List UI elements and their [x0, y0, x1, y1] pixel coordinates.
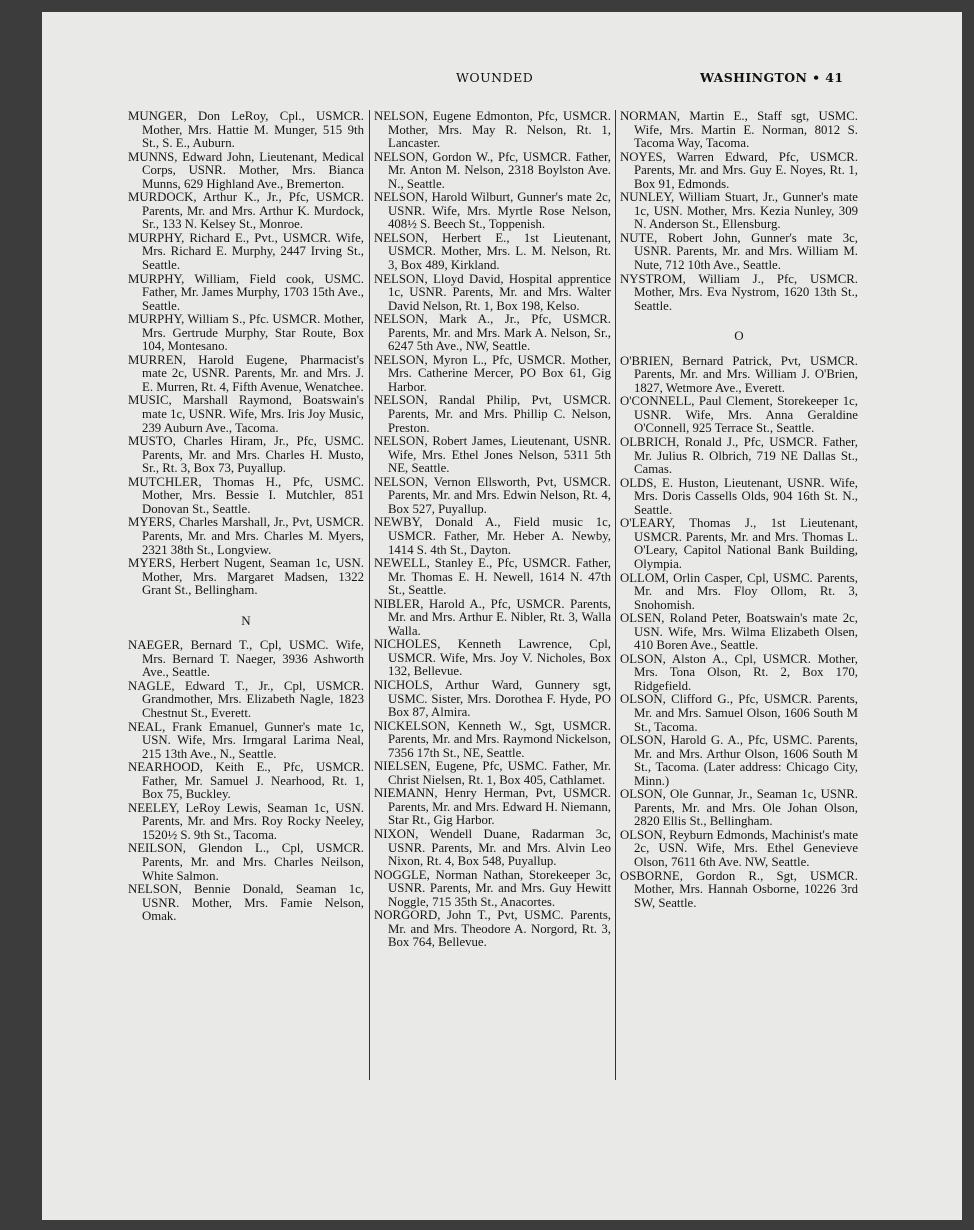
column-2 — [374, 110, 611, 950]
column-3 — [620, 110, 858, 910]
casualty-entry: OLSON, Ole Gunnar, Jr., Seaman 1c, USNR. Parents, Mr. and Mrs. Ole Johan Olson, 2820 Ellis St., Bellingham. — [620, 787, 858, 829]
casualty-entry: OLSON, Alston A., Cpl, USMCR. Mother, Mrs. Tona Olson, Rt. 2, Box 170, Ridgefield. — [620, 651, 858, 693]
casualty-entry: NYSTROM, William J., Pfc, USMCR. Mother, Mrs. Eva Nystrom, 1620 13th St., Seattle. — [620, 271, 858, 313]
casualty-entry: NUTE, Robert John, Gunner's mate 3c, USNR. Parents, Mr. and Mrs. William M. Nute, 712 10th Ave., Seattle. — [620, 230, 858, 273]
casualty-entry: NEARHOOD, Keith E., Pfc, USMCR. Father, Mr. Samuel J. Nearhood, Rt. 1, Box 75, Buckley. — [128, 760, 364, 802]
casualty-entry: NORGORD, John T., Pvt, USMC. Parents, Mr. and Mrs. Theodore A. Norgord, Rt. 3, Box 764, Bellevue. — [374, 908, 611, 950]
casualty-entry: NELSON, Bennie Donald, Seaman 1c, USNR. Mother, Mrs. Famie Nelson, Omak. — [128, 882, 364, 924]
casualty-entry: OLBRICH, Ronald J., Pfc, USMCR. Father, Mr. Julius R. Olbrich, 719 NE Dallas St., Camas. — [620, 435, 858, 477]
casualty-entry: NELSON, Vernon Ellsworth, Pvt, USMCR. Parents, Mr. and Mrs. Edwin Nelson, Rt. 4, Box 527, Puyallup. — [374, 474, 611, 516]
casualty-entry: OLLOM, Orlin Casper, Cpl, USMC. Parents, Mr. and Mrs. Floy Ollom, Rt. 3, Snohomish. — [620, 570, 858, 612]
casualty-entry: O'CONNELL, Paul Clement, Storekeeper 1c, USNR. Wife, Mrs. Anna Geraldine O'Connell, 925 Terrace St., Seattle. — [620, 394, 858, 436]
casualty-entry: MYERS, Charles Marshall, Jr., Pvt, USMCR. Parents, Mr. and Mrs. Charles M. Myers, 2321 38th St., Longview. — [128, 515, 364, 557]
casualty-entry: NIEMANN, Henry Herman, Pvt, USMCR. Parents, Mr. and Mrs. Edward H. Niemann, Star Rt., Gig Harbor. — [374, 786, 611, 828]
casualty-entry: MUSIC, Marshall Raymond, Boatswain's mate 1c, USNR. Wife, Mrs. Iris Joy Music, 239 Auburn Ave., Tacoma. — [128, 393, 364, 435]
casualty-entry: NELSON, Eugene Edmonton, Pfc, USMCR. Mother, Mrs. May R. Nelson, Rt. 1, Lancaster. — [374, 109, 611, 151]
casualty-entry: NELSON, Robert James, Lieutenant, USNR. Wife, Mrs. Ethel Jones Nelson, 5311 5th NE, Seattle. — [374, 434, 611, 476]
casualty-entry: OLDS, E. Huston, Lieutenant, USNR. Wife, Mrs. Doris Cassells Olds, 904 16th St. N., Seattle. — [620, 475, 858, 517]
casualty-entry: NICHOLS, Arthur Ward, Gunnery sgt, USMC. Sister, Mrs. Dorothea F. Hyde, PO Box 87, Almira. — [374, 677, 611, 720]
casualty-entry: NAGLE, Edward T., Jr., Cpl, USMCR. Grandmother, Mrs. Elizabeth Nagle, 1823 Chestnut St., Everett. — [128, 678, 364, 720]
casualty-entry: NAEGER, Bernard T., Cpl, USMC. Wife, Mrs. Bernard T. Naeger, 3936 Ashworth Ave., Seattle. — [128, 638, 364, 680]
casualty-entry: NEWBY, Donald A., Field music 1c, USMCR. Father, Mr. Heber A. Newby, 1414 S. 4th St., Dayton. — [374, 515, 611, 557]
running-header-section: WOUNDED — [456, 70, 534, 85]
casualty-entry: MURPHY, William S., Pfc. USMCR. Mother, Mrs. Gertrude Murphy, Star Route, Box 104, Montesano. — [128, 312, 364, 354]
casualty-entry: MUSTO, Charles Hiram, Jr., Pfc, USMC. Parents, Mr. and Mrs. Charles H. Musto, Sr., Rt. 3, Box 73, Puyallup. — [128, 434, 364, 476]
running-header-page: WASHINGTON • 41 — [700, 70, 844, 85]
casualty-entry: NELSON, Myron L., Pfc, USMCR. Mother, Mrs. Catherine Mercer, PO Box 61, Gig Harbor. — [374, 352, 611, 394]
casualty-entry: NOGGLE, Norman Nathan, Storekeeper 3c, USNR. Parents, Mr. and Mrs. Guy Hewitt Noggle, 715 35th St., Anacortes. — [374, 867, 611, 909]
casualty-entry: NIXON, Wendell Duane, Radarman 3c, USNR. Parents, Mr. and Mrs. Alvin Leo Nixon, Rt. 4, Box 548, Puyallup. — [374, 826, 611, 869]
casualty-entry: NUNLEY, William Stuart, Jr., Gunner's mate 1c, USN. Mother, Mrs. Kezia Nunley, 309 N. Anderson St., Ellensburg. — [620, 190, 858, 232]
casualty-entry: MURPHY, Richard E., Pvt., USMCR. Wife, Mrs. Richard E. Murphy, 2447 Irving St., Seattle. — [128, 230, 364, 273]
casualty-entry: NICHOLES, Kenneth Lawrence, Cpl, USMCR. Wife, Mrs. Joy V. Nicholes, Box 132, Bellevue. — [374, 637, 611, 679]
casualty-entry: NELSON, Lloyd David, Hospital apprentice 1c, USNR. Parents, Mr. and Mrs. Walter David Nelson, Rt. 1, Box 198, Kelso. — [374, 271, 611, 313]
casualty-entry: MURPHY, William, Field cook, USMC. Father, Mr. James Murphy, 1703 15th Ave., Seattle. — [128, 271, 364, 313]
casualty-entry: MUTCHLER, Thomas H., Pfc, USMC. Mother, Mrs. Bessie I. Mutchler, 851 Donovan St., Seattle. — [128, 474, 364, 516]
casualty-entry: NEAL, Frank Emanuel, Gunner's mate 1c, USN. Wife, Mrs. Irmgaral Larima Neal, 215 13th Ave., N., Seattle. — [128, 719, 364, 761]
casualty-entry: NELSON, Harold Wilburt, Gunner's mate 2c, USNR. Wife, Mrs. Myrtle Rose Nelson, 408½ S. Beech St., Toppenish. — [374, 190, 611, 232]
casualty-entry: NELSON, Gordon W., Pfc, USMCR. Father, Mr. Anton M. Nelson, 2318 Boylston Ave. N., Seattle. — [374, 149, 611, 191]
section-letter: N — [241, 612, 251, 628]
casualty-entry: NIELSEN, Eugene, Pfc, USMC. Father, Mr. Christ Nielsen, Rt. 1, Box 405, Cathlamet. — [374, 759, 611, 787]
casualty-entry: OLSON, Reyburn Edmonds, Machinist's mate 2c, USN. Wife, Mrs. Ethel Genevieve Olson, 7611 6th Ave. NW, Seattle. — [620, 827, 858, 869]
casualty-entry: MURDOCK, Arthur K., Jr., Pfc, USMCR. Parents, Mr. and Mrs. Arthur K. Murdock, Sr., 133 N. Kelsey St., Monroe. — [128, 190, 364, 232]
column-1 — [128, 110, 364, 924]
casualty-entry: OLSON, Harold G. A., Pfc, USMC. Parents, Mr. and Mrs. Arthur Olson, 1606 South M St., Tacoma. (Later address: Chicago City, Minn.) — [620, 733, 858, 788]
casualty-entry: O'BRIEN, Bernard Patrick, Pvt, USMCR. Parents, Mr. and Mrs. William J. O'Brien, 1827, Wetmore Ave., Everett. — [620, 353, 858, 395]
casualty-entry: NEELEY, LeRoy Lewis, Seaman 1c, USN. Parents, Mr. and Mrs. Roy Rocky Neeley, 1520½ S. 9th St., Tacoma. — [128, 800, 364, 842]
casualty-entry: NELSON, Herbert E., 1st Lieutenant, USMCR. Mother, Mrs. L. M. Nelson, Rt. 3, Box 489, Kirkland. — [374, 230, 611, 273]
casualty-entry: NORMAN, Martin E., Staff sgt, USMC. Wife, Mrs. Martin E. Norman, 8012 S. Tacoma Way, Tacoma. — [620, 109, 858, 151]
casualty-entry: NELSON, Mark A., Jr., Pfc, USMCR. Parents, Mr. and Mrs. Mark A. Nelson, Sr., 6247 5th Ave., NW, Seattle. — [374, 312, 611, 354]
casualty-entry: OSBORNE, Gordon R., Sgt, USMCR. Mother, Mrs. Hannah Osborne, 10226 3rd SW, Seattle. — [620, 868, 858, 910]
casualty-entry: NIBLER, Harold A., Pfc, USMCR. Parents, Mr. and Mrs. Arthur E. Nibler, Rt. 3, Walla Walla. — [374, 596, 611, 638]
casualty-entry: MYERS, Herbert Nugent, Seaman 1c, USN. Mother, Mrs. Margaret Madsen, 1322 Grant St., Bellingham. — [128, 556, 364, 598]
section-letter: O — [734, 328, 744, 344]
casualty-entry: NELSON, Randal Philip, Pvt, USMCR. Parents, Mr. and Mrs. Phillip C. Nelson, Preston. — [374, 393, 611, 435]
column-rule — [369, 110, 370, 1080]
casualty-entry: NEILSON, Glendon L., Cpl, USMCR. Parents, Mr. and Mrs. Charles Neilson, White Salmon. — [128, 841, 364, 883]
casualty-entry: OLSEN, Roland Peter, Boatswain's mate 2c, USN. Wife, Mrs. Wilma Elizabeth Olsen, 410 Boren Ave., Seattle. — [620, 611, 858, 653]
casualty-entry: OLSON, Clifford G., Pfc, USMCR. Parents, Mr. and Mrs. Samuel Olson, 1606 South M St., Tacoma. — [620, 692, 858, 734]
casualty-entry: MURREN, Harold Eugene, Pharmacist's mate 2c, USNR. Parents, Mr. and Mrs. J. E. Murren, Rt. 4, Fifth Avenue, Wenatchee. — [128, 352, 364, 394]
casualty-entry: O'LEARY, Thomas J., 1st Lieutenant, USMCR. Parents, Mr. and Mrs. Thomas L. O'Leary, Capitol National Bank Building, Olympia. — [620, 516, 858, 571]
casualty-entry: NOYES, Warren Edward, Pfc, USMCR. Parents, Mr. and Mrs. Guy E. Noyes, Rt. 1, Box 91, Edmonds. — [620, 149, 858, 191]
casualty-entry: NICKELSON, Kenneth W., Sgt, USMCR. Parents, Mr. and Mrs. Raymond Nickelson, 7356 17th St., NE, Seattle. — [374, 718, 611, 760]
casualty-entry: MUNGER, Don LeRoy, Cpl., USMCR. Mother, Mrs. Hattie M. Munger, 515 9th St., S. E., Auburn. — [128, 109, 364, 151]
column-rule — [615, 110, 616, 1080]
casualty-entry: NEWELL, Stanley E., Pfc, USMCR. Father, Mr. Thomas E. H. Newell, 1614 N. 47th St., Seattle. — [374, 556, 611, 598]
casualty-entry: MUNNS, Edward John, Lieutenant, Medical Corps, USNR. Mother, Mrs. Bianca Munns, 629 Highland Ave., Bremerton. — [128, 149, 364, 191]
